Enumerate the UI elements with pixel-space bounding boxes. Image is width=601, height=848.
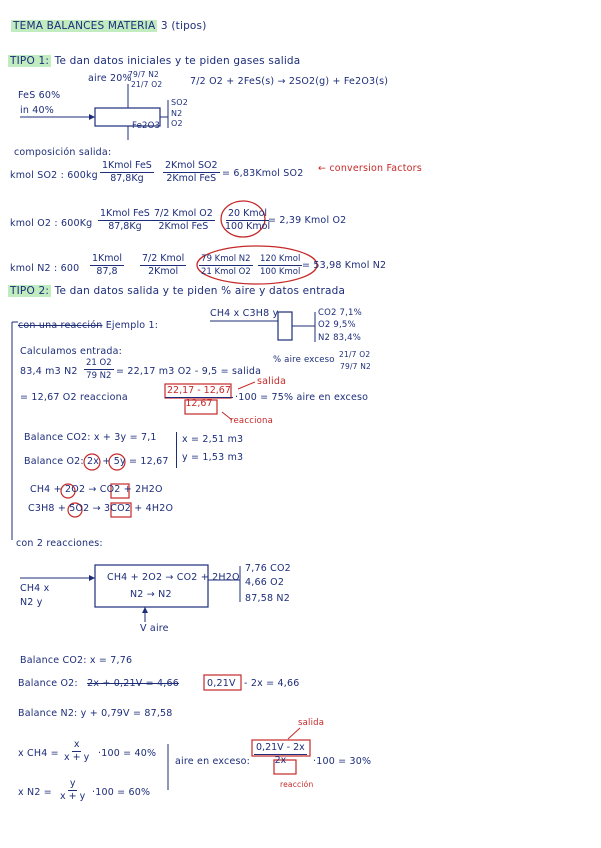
frac-n2-res: ·100 = 60% — [92, 787, 151, 798]
air-label: aire 20% — [88, 73, 132, 84]
feed-arrowhead — [89, 114, 95, 120]
reacciona-note: reacciona — [230, 416, 274, 426]
example-struck: con una reacción — [18, 320, 103, 331]
bottom-out: Fe2O3 — [132, 121, 161, 131]
frac-ch4-res: ·100 = 40% — [98, 748, 157, 759]
n2-frac1: 1Kmol 87,8 — [92, 253, 122, 277]
o2-frac3: 20 Kmol 100 Kmol — [225, 208, 271, 232]
frac-ch4-label: x CH4 = — [18, 748, 59, 759]
tipo2-feed: CH4 x C3H8 y — [210, 308, 279, 319]
air-n2: 79/7 N2 — [128, 70, 160, 79]
tipo2-heading: TIPO 2: — [10, 285, 50, 297]
air-excess-n2: 79/7 N2 — [340, 362, 372, 371]
so2-frac1: 1Kmol FeS 87,8Kg — [102, 160, 152, 184]
two-air: V aire — [140, 623, 169, 634]
two-reactions-heading: con 2 reacciones: — [16, 538, 103, 549]
title-suffix: 3 (tipos) — [160, 20, 207, 32]
two-bal-o2-row: Balance O2: 2x + 0,21V = 4,66 — [18, 678, 179, 689]
out-o2: O2 — [171, 119, 183, 128]
sol-x: x = 2,51 m3 — [182, 434, 244, 445]
tipo2-out-co2: CO2 7,1% — [318, 308, 362, 318]
air-o2: 21/7 O2 — [131, 80, 163, 89]
excess-frac: $\frac{0,21V - 2x}{2x}$ — [256, 742, 305, 766]
two-bal-co2: Balance CO2: x = 7,76 — [20, 655, 133, 666]
example-row — [18, 320, 158, 331]
two-bal-o2-box: 0,21V — [207, 678, 236, 689]
reaction-tipo1: 7/2 O2 + 2FeS(s) → 2SO2(g) + Fe2O3(s) — [190, 76, 389, 87]
o2-frac2: 7/2 Kmol O2 2Kmol FeS — [154, 208, 213, 232]
calc2-post: ·100 = 75% aire en exceso — [235, 392, 369, 403]
air-excess-o2: 21/7 O2 — [339, 350, 371, 359]
reaction-1: CH4 + 2O2 → CO2 + 2H2O — [30, 484, 163, 495]
calc2-frac: $\frac{22,17 - 12,67}{12,67}$ — [167, 385, 231, 409]
bal-o2: Balance O2: 2x + 5y = 12,67 — [24, 456, 169, 467]
tipo1-heading: TIPO 1: — [10, 55, 50, 67]
two-bal-n2: Balance N2: y + 0,79V = 87,58 — [18, 708, 173, 719]
salida-note: salida — [257, 376, 287, 387]
tipo2-out-n2: N2 83,4% — [318, 333, 362, 343]
tipo2-heading-row — [8, 285, 345, 297]
sol-y: y = 1,53 m3 — [182, 452, 244, 463]
frac-n2: $\frac{y}{x + y}$ — [60, 778, 86, 802]
out-so2: SO2 — [171, 98, 189, 107]
n2-frac3: 79 Kmol N2 21 Kmol O2 — [201, 254, 251, 277]
two-reaction2: N2 → N2 — [130, 589, 172, 600]
n2-frac2: 7/2 Kmol 2Kmol — [142, 253, 185, 277]
frac-n2-label: x N2 = — [18, 787, 52, 798]
o2-result: = 2,39 Kmol O2 — [268, 215, 347, 226]
tipo2-text: Te dan datos salida y te piden % aire y datos entrada — [54, 285, 346, 297]
excess-reaccion: reacción — [280, 780, 314, 789]
page-title — [11, 20, 207, 32]
tipo1-heading-row — [8, 55, 300, 67]
excess-label: aire en exceso: — [175, 756, 251, 767]
out-n2: N2 — [171, 109, 183, 118]
tipo1-text: Te dan datos iniciales y te piden gases salida — [54, 55, 301, 67]
title-text: TEMA BALANCES MATERIA — [13, 20, 156, 32]
calc2-pre: = 12,67 O2 reacciona — [20, 392, 128, 403]
excess-salida: salida — [298, 718, 325, 728]
inert-label: in 40% — [20, 105, 54, 116]
two-feed1: CH4 x — [20, 583, 50, 594]
two-feed2: N2 y — [20, 597, 43, 608]
air-excess: % aire exceso — [273, 355, 335, 365]
bal-co2: Balance CO2: x + 3y = 7,1 — [24, 432, 157, 443]
so2-result: = 6,83Kmol SO2 — [222, 168, 304, 179]
n2-line: kmol N2 : 600 — [10, 263, 80, 274]
feed-label: FeS 60% — [18, 90, 61, 101]
n2-result: = 53,98 Kmol N2 — [302, 260, 387, 271]
so2-frac2: 2Kmol SO2 2Kmol FeS — [165, 160, 218, 184]
two-out-o2: 4,66 O2 — [245, 577, 285, 588]
o2-frac1: 1Kmol FeS 87,8Kg — [100, 208, 150, 232]
two-bal-o2-rest: - 2x = 4,66 — [244, 678, 300, 689]
comp-heading: composición salida: — [14, 147, 112, 158]
two-reaction1: CH4 + 2O2 → CO2 + 2H2O — [107, 572, 240, 583]
calc1-pre: 83,4 m3 N2 — [20, 366, 78, 377]
two-out-co2: 7,76 CO2 — [245, 563, 291, 574]
reaction-2: C3H8 + 5O2 → 3CO2 + 4H2O — [28, 503, 174, 514]
so2-line: kmol SO2 : 600kg — [10, 170, 98, 181]
calc-heading: Calculamos entrada: — [20, 346, 123, 357]
n2-frac4: 120 Kmol 100 Kmol — [260, 254, 301, 277]
o2-line: kmol O2 : 600Kg — [10, 218, 93, 229]
two-bal-o2-struck: 2x + 0,21V = 4,66 — [87, 678, 179, 689]
frac-ch4: $\frac{x}{x + y}$ — [64, 739, 90, 763]
two-out-n2: 87,58 N2 — [245, 593, 290, 604]
conv-note: ← conversion Factors — [318, 163, 422, 174]
example-label: Ejemplo 1: — [105, 320, 159, 331]
reactor-box-2 — [278, 312, 292, 340]
calc1-post: = 22,17 m3 O2 - 9,5 = salida — [116, 366, 262, 377]
excess-res: ·100 = 30% — [313, 756, 372, 767]
tipo2-out-o2: O2 9,5% — [318, 320, 356, 330]
calc1-frac: $\frac{21 O2}{79 N2}$ — [86, 358, 112, 381]
